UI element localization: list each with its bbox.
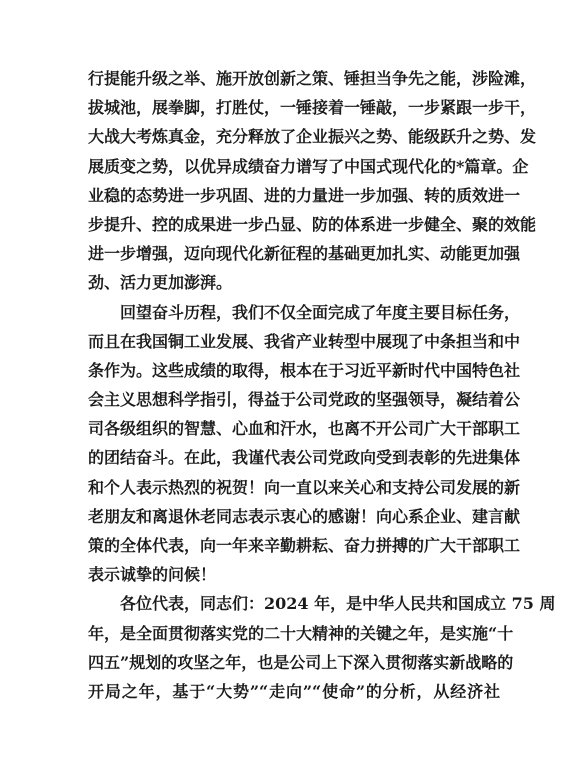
text-line: 的团结奋斗。在此，我谨代表公司党政向受到表彰的先进集体 bbox=[88, 448, 521, 468]
body-text bbox=[88, 64, 556, 706]
text-line: 大战大考炼真金，充分释放了企业振兴之势、能级跃升之势、发 bbox=[88, 127, 537, 147]
text-line: 会主义思想科学指引，得益于公司党政的坚强领导，凝结着公 bbox=[88, 390, 521, 410]
text-line: 策的全体代表，向一年来辛勤耕耘、奋力拼搏的广大干部职工 bbox=[88, 536, 521, 555]
text-line: 步提升、控的成果进一步凸显、防的体系进一步健全、聚的效能 bbox=[88, 214, 537, 234]
text-line: 展质变之势，以优异成绩奋力谱写了中国式现代化的*篇章。企 bbox=[88, 156, 529, 176]
text-line: 年，是全面贯彻落实党的二十大精神的关键之年，是实施“十 bbox=[88, 623, 514, 643]
text-line: 业稳的态势进一步巩固、进的力量进一步加强、转的质效进一 bbox=[88, 185, 521, 205]
text-line: 司各级组织的智慧、心血和汗水，也离不开公司广大干部职工 bbox=[88, 419, 521, 439]
text-line: 劲、活力更加澎湃。 bbox=[88, 273, 233, 293]
text-line: 四五”规划的攻坚之年，也是公司上下深入贯彻落实新战略的 bbox=[88, 652, 514, 672]
text-line: 老朋友和离退休老同志表示衷心的感谢！向心系企业、建言献 bbox=[88, 506, 521, 526]
text-line: 回望奋斗历程，我们不仅全面完成了年度主要目标任务， bbox=[120, 302, 521, 322]
text-line: 开局之年，基于“大势”“走向”“使命”的分析，从经济社 bbox=[88, 681, 500, 701]
text-line: 表示诚挚的问候！ bbox=[88, 565, 217, 585]
paragraph-3 bbox=[88, 589, 556, 706]
text-line: 条作为。这些成绩的取得，根本在于习近平新时代中国特色社 bbox=[88, 360, 521, 380]
text-line: 而且在我国铜工业发展、我省产业转型中展现了中条担当和中 bbox=[88, 331, 521, 351]
text-line: 各位代表，同志们：2024 年，是中华人民共和国成立 75 周 bbox=[120, 594, 556, 614]
text-line: 行提能升级之举、施开放创新之策、锤担当争先之能，涉险滩， bbox=[88, 69, 537, 88]
paragraph-1 bbox=[88, 64, 537, 298]
text-line: 进一步增强，迈向现代化新征程的基础更加扎实、动能更加强 bbox=[88, 244, 521, 264]
paragraph-2 bbox=[88, 298, 521, 590]
text-line: 拔城池，展拳脚，打胜仗，一锤接着一锤敲，一步紧跟一步干， bbox=[88, 98, 537, 118]
text-line: 和个人表示热烈的祝贺！向一直以来关心和支持公司发展的新 bbox=[88, 477, 521, 497]
